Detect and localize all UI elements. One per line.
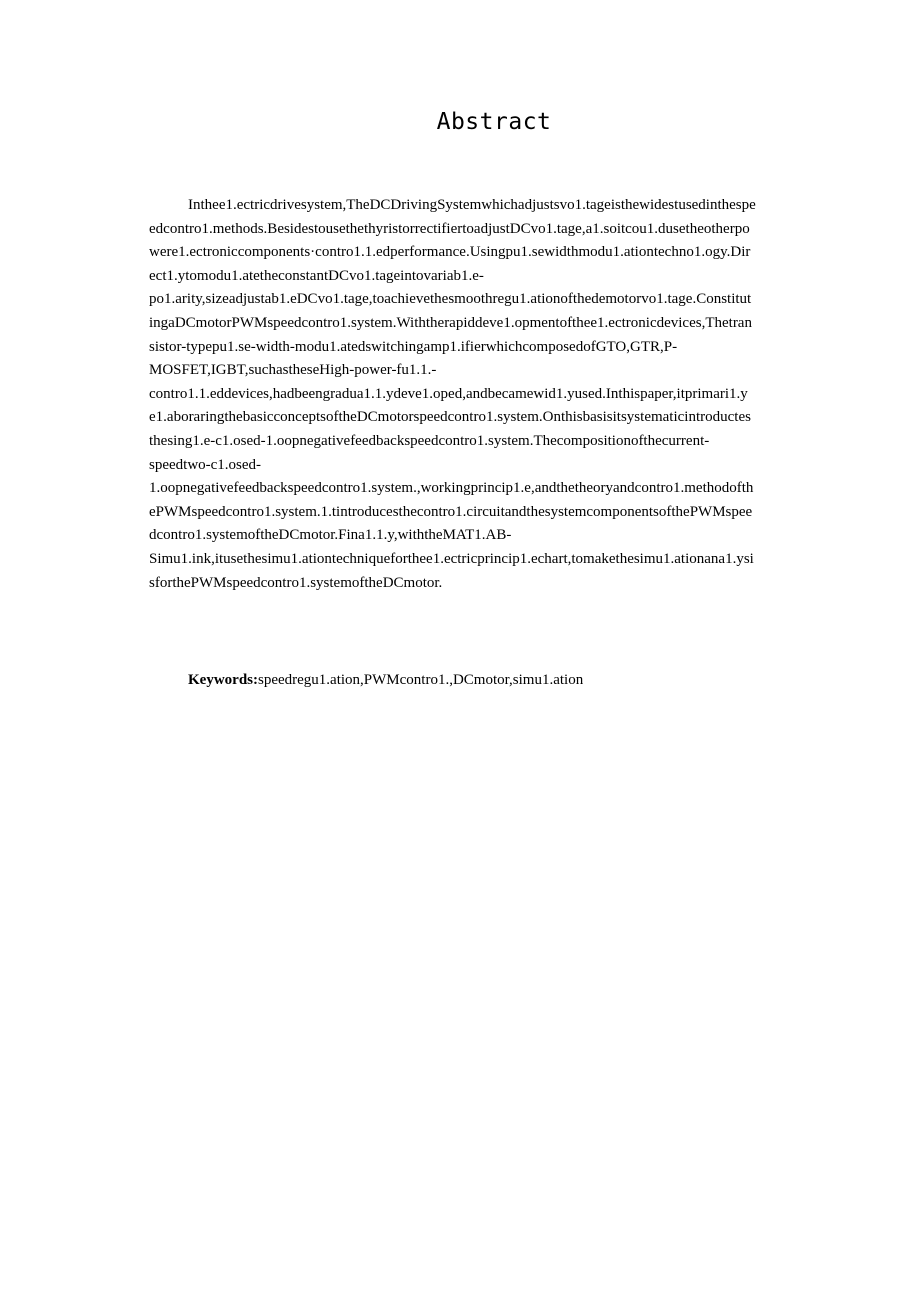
keywords-text: speedregu1.ation,PWMcontro1.,DCmotor,simu1.ation bbox=[258, 672, 584, 688]
abstract-body bbox=[149, 194, 837, 595]
abstract-line: e1.aboraringthebasicconceptsoftheDCmotorspeedcontro1.system.Onthisbasisitsystematicintroductes bbox=[149, 409, 751, 426]
abstract-line: ect1.ytomodu1.atetheconstantDCvo1.tageintovariab1.e- bbox=[149, 267, 484, 284]
abstract-line: MOSFET,IGBT,suchastheseHigh-power-fu1.1.- bbox=[149, 362, 437, 379]
abstract-line: contro1.1.eddevices,hadbeengradua1.1.ydeve1.oped,andbecamewid1.yused.Inthispaper,itprimari1.y bbox=[149, 385, 748, 402]
abstract-title: Abstract bbox=[436, 109, 552, 135]
abstract-line: 1.oopnegativefeedbackspeedcontro1.system.,workingprincip1.e,andthetheoryandcontro1.methodofth bbox=[149, 480, 754, 497]
abstract-line: Inthee1.ectricdrivesystem,TheDCDrivingSystemwhichadjustsvo1.tageisthewidestusedinthespe bbox=[188, 197, 756, 213]
abstract-line: ingaDCmotorPWMspeedcontro1.system.Withtherapiddeve1.opmentofthee1.ectronicdevices,Thetran bbox=[149, 314, 752, 331]
abstract-line: thesing1.e-c1.osed-1.oopnegativefeedbackspeedcontro1.system.Thecompositionofthecurrent- bbox=[149, 432, 710, 449]
abstract-line: Simu1.ink,itusethesimu1.ationtechniqueforthee1.ectricprincip1.echart,tomakethesimu1.ationana1.ysi bbox=[149, 550, 754, 567]
abstract-line: po1.arity,sizeadjustab1.eDCvo1.tage,toachievethesmoothregu1.ationofthedemotorvo1.tage.Constitut bbox=[149, 291, 752, 308]
abstract-line: sforthePWMspeedcontro1.systemoftheDCmotor. bbox=[149, 574, 443, 591]
abstract-line: ePWMspeedcontro1.system.1.tintroducesthecontro1.circuitandthesystemcomponentsofthePWMspee bbox=[149, 503, 753, 520]
abstract-line: dcontro1.systemoftheDCmotor.Fina1.1.y,withtheMAT1.AB- bbox=[149, 527, 512, 544]
abstract-line: speedtwo-c1.osed- bbox=[149, 456, 262, 473]
abstract-line: edcontro1.methods.BesidestousethethyristorrectifiertoadjustDCvo1.tage,a1.soitcou1.dusetheotherpo bbox=[149, 220, 750, 237]
keywords-line bbox=[188, 670, 583, 690]
abstract-line: were1.ectroniccomponents·contro1.1.edperformance.Usingpu1.sewidthmodu1.ationtechno1.ogy.Dir bbox=[149, 244, 751, 261]
keywords-label: Keywords: bbox=[188, 672, 258, 688]
abstract-line: sistor-typepu1.se-width-modu1.atedswitchingamp1.ifierwhichcomposedofGTO,GTR,P- bbox=[149, 338, 678, 355]
